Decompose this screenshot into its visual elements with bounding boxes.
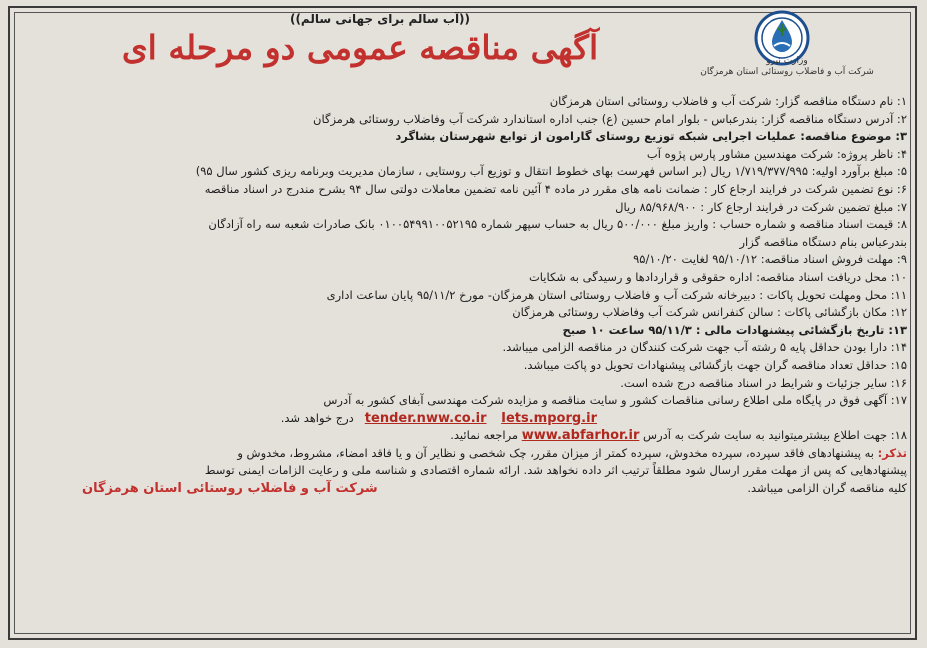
note-line-1 — [22, 445, 907, 463]
item-17: ۱۷: آگهی فوق در پایگاه ملی اطلاع رسانی مناقصات کشور و سایت مناقصه و مزایده شرکت مهندسی آبفای کشور به آدرس — [323, 393, 907, 408]
item-6: ۶: نوع تضمین شرکت در فرایند ارجاع کار : ضمانت نامه های مقرر در ماده ۴ آئین نامه تضمین معاملات دولتی سال ۹۴ بشرح مندرج در اسناد مناقصه — [204, 181, 907, 196]
footer-company: شرکت آب و فاضلاب روستائی استان هرمزگان — [82, 481, 378, 497]
item-13: ۱۳: تاریخ بازگشائی پیشنهادات مالی : ۹۵/۱۱/۳ ساعت ۱۰ صبح — [562, 322, 907, 337]
item-2: ۲: آدرس دستگاه مناقصه گزار: بندرعباس - بلوار امام حسین (ع) جنب اداره استاندارد شرکت آب وفاضلاب روستائی هرمزگان — [313, 111, 907, 126]
logo-caption — [687, 56, 887, 78]
item-11: ۱۱: محل ومهلت تحویل پاکات : دبیرخانه شرکت آب و فاضلاب روستائی استان هرمزگان- مورخ ۹۵/۱۱/۲ پایان ساعت اداری — [326, 287, 907, 302]
item-4: ۴: ناظر پروژه: شرکت مهندسین مشاور پارس پژوه آب — [646, 146, 907, 161]
note-label: تذکر: — [877, 445, 907, 460]
item-18-suffix: مراجعه نمائید. — [450, 428, 519, 443]
item-16: ۱۶: سایر جزئیات و شرایط در اسناد مناقصه درج شده است. — [620, 375, 907, 390]
item-18-prefix: ۱۸: جهت اطلاع بیشترمیتوانید به سایت شرکت به آدرس — [643, 428, 907, 443]
link-tender[interactable]: tender.nww.co.ir — [364, 410, 487, 426]
item-9: ۹: مهلت فروش اسناد مناقصه: ۹۵/۱۰/۱۲ لغایت ۹۵/۱۰/۲۰ — [633, 252, 907, 267]
note-text-1: به پیشنهادهای فاقد سپرده، سپرده مخدوش، سپرده کمتر از میزان مقرر، چک شخصی و نظایر آن و یا فاقد امضاء، مشروط، مخدوش و — [237, 445, 874, 460]
item-18 — [22, 427, 907, 445]
item-5: ۵: مبلغ برآورد اولیه: ۱/۷۱۹/۳۷۷/۹۹۵ ریال (بر اساس فهرست بهای خطوط انتقال و توزیع آب روستایی ، سازمان مدیریت وبرنامه ریزی کشور سال ۹۵) — [195, 164, 907, 179]
note-line-3 — [22, 480, 907, 498]
item-1: ۱: نام دستگاه مناقصه گزار: شرکت آب و فاضلاب روستائی استان هرمزگان — [549, 94, 907, 108]
item-17-links — [22, 410, 907, 428]
slogan: ((آب سالم برای جهانی سالم)) — [289, 12, 471, 26]
item-3: ۳: موضوع مناقصه: عملیات اجرایی شبکه توزیع روستای گارامون از توابع شهرستان بشاگرد — [395, 129, 907, 144]
item-14: ۱۴: دارا بودن حداقل پایه ۵ رشته آب جهت شرکت کنندگان در مناقصه الزامی میباشد. — [502, 340, 907, 355]
item-7: ۷: مبلغ تضمین شرکت در فرایند ارجاع کار : ۸۵/۹۶۸/۹۰۰ ریال — [615, 199, 907, 214]
link-iets[interactable]: Iets.mporg.ir — [501, 410, 597, 426]
item-8-continued: بندرعباس بنام دستگاه مناقصه گزار — [739, 234, 907, 249]
item-10: ۱۰: محل دریافت اسناد مناقصه: اداره حقوقی و قراردادها و رسیدگی به شکایات — [528, 269, 907, 284]
item-17-suffix: درج خواهد شد. — [280, 410, 354, 425]
link-company-site[interactable]: www.abfarhor.ir — [521, 428, 640, 444]
item-12: ۱۲: مکان بازگشائی پاکات : سالن کنفرانس شرکت آب وفاضلاب روستائی هرمزگان — [512, 305, 907, 320]
note-line-2: پیشنهادهایی که پس از مهلت مقرر ارسال شود مطلقاً ترتیب اثر داده نخواهد شد. ارائه شماره اقتصادی و شناسه ملی و رعایت الزامات ایمنی توسط — [204, 463, 907, 478]
logo-caption-company: شرکت آب و فاضلاب روستائی استان هرمزگان — [700, 67, 874, 77]
item-8: ۸: قیمت اسناد مناقصه و شماره حساب : واریز مبلغ ۵۰۰/۰۰۰ ریال به حساب سپهر شماره ۰۱۰۰۵۴۹۹۱۰۰۵۲۱۹۵ بانک صادرات شعبه سه راه آزادگان — [208, 217, 907, 232]
note-text-3: کلیه مناقصه گران الزامی میباشد. — [747, 481, 907, 496]
item-15: ۱۵: حداقل تعداد مناقصه گران جهت بازگشائی پیشنهادات تحویل دو پاکت میباشد. — [523, 357, 907, 372]
notice-body — [22, 93, 907, 498]
logo-caption-ministry: وزارت نیرو — [766, 56, 808, 66]
page-title: آگهی مناقصه عمومی دو مرحله ای — [121, 28, 599, 67]
